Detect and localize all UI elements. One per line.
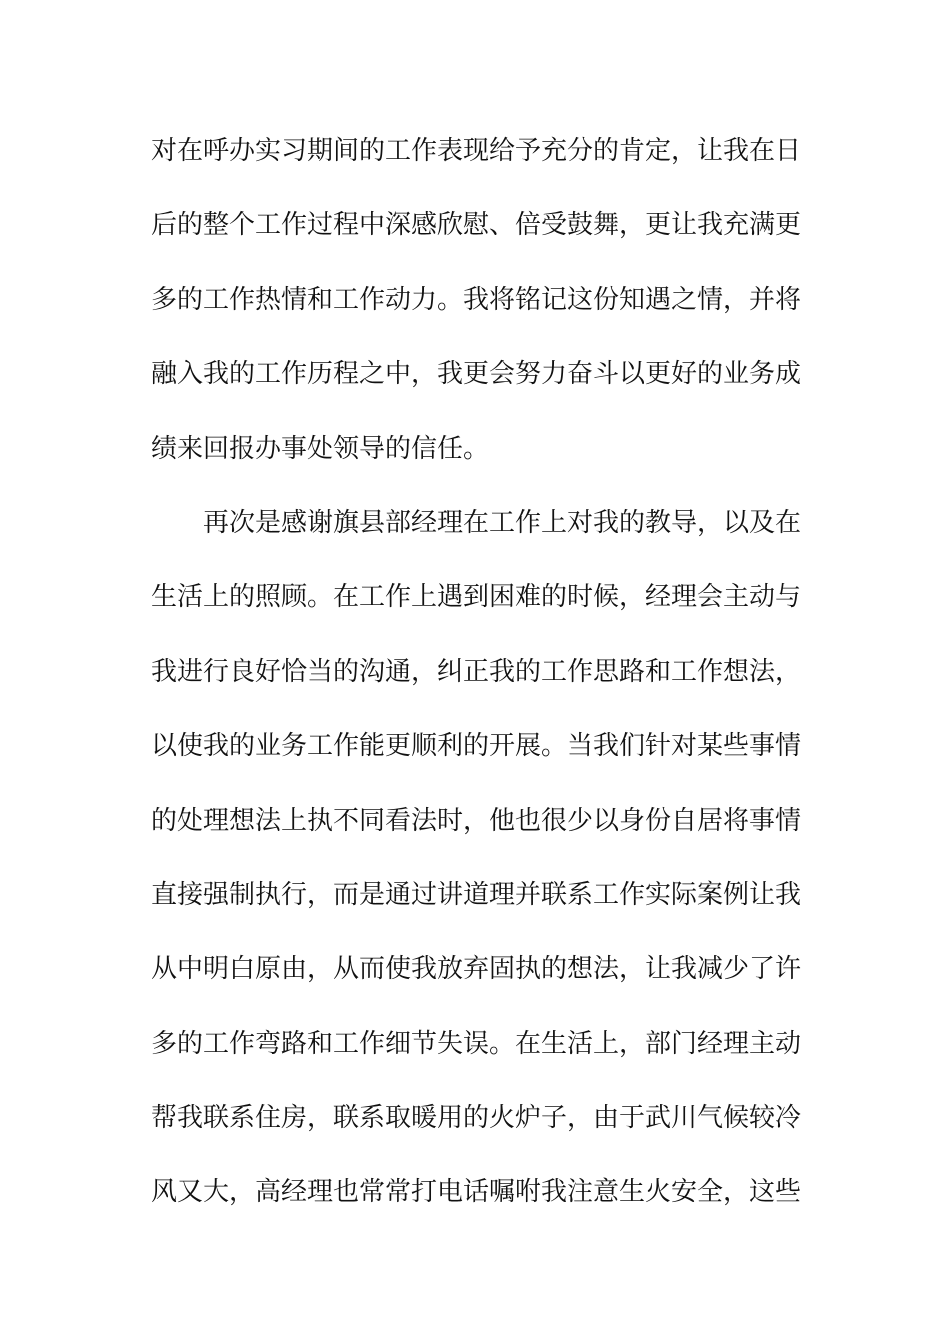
- text-line: 生活上的照顾。在工作上遇到困难的时候，经理会主动与: [151, 582, 802, 613]
- text-line: 从中明白原由，从而使我放弃固执的想法，让我减少了许: [151, 954, 802, 985]
- text-line: 融入我的工作历程之中，我更会努力奋斗以更好的业务成: [151, 359, 802, 390]
- body-text: [151, 127, 802, 1243]
- text-line: 绩来回报办事处领导的信任。: [151, 433, 490, 464]
- text-line: 多的工作弯路和工作细节失误。在生活上，部门经理主动: [151, 1028, 802, 1059]
- text-line: 我进行良好恰当的沟通，纠正我的工作思路和工作想法，: [151, 656, 802, 687]
- text-line: 帮我联系住房，联系取暖用的火炉子，由于武川气候较冷: [151, 1103, 802, 1134]
- text-line: 的处理想法上执不同看法时，他也很少以身份自居将事情: [151, 805, 802, 836]
- text-line: 对在呼办实习期间的工作表现给予充分的肯定，让我在日: [151, 136, 802, 166]
- text-line: 多的工作热情和工作动力。我将铭记这份知遇之情，并将: [151, 284, 802, 315]
- text-line: 以使我的业务工作能更顺利的开展。当我们针对某些事情: [151, 731, 802, 762]
- text-line: 风又大，高经理也常常打电话嘱咐我注意生火安全，这些: [151, 1177, 802, 1208]
- paragraph-start-line: 再次是感谢旗县部经理在工作上对我的教导，以及在: [203, 507, 802, 538]
- text-line: 直接强制执行，而是通过讲道理并联系工作实际案例让我: [151, 879, 802, 910]
- text-line: 后的整个工作过程中深感欣慰、倍受鼓舞，更让我充满更: [151, 210, 802, 241]
